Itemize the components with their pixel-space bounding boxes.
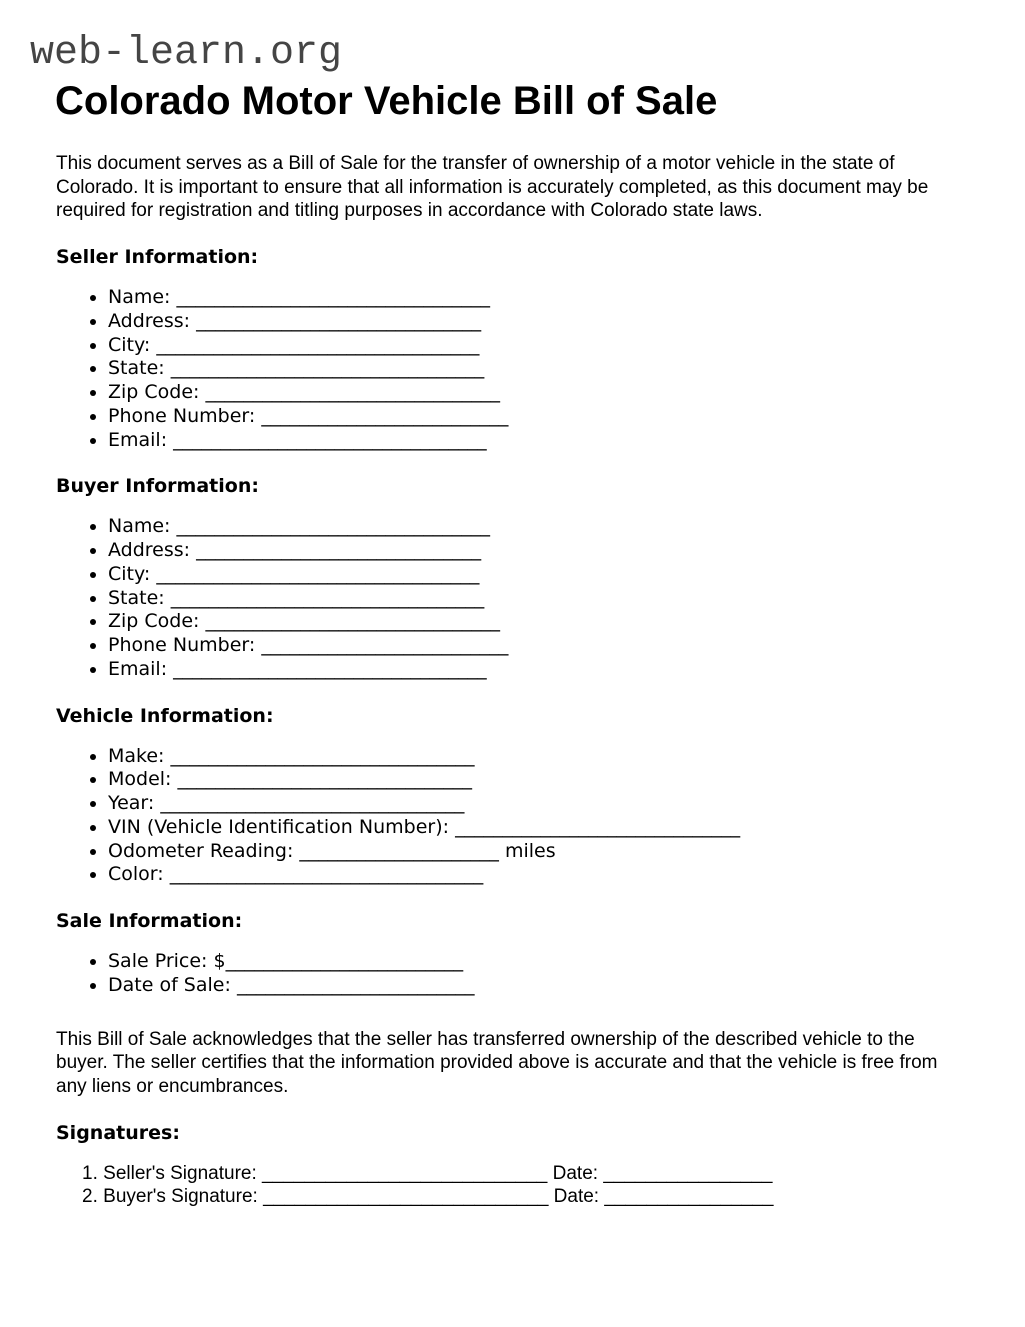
field-row-vehicle-model xyxy=(108,768,1025,792)
field-label: City: xyxy=(108,333,151,356)
field-label: Color: xyxy=(108,863,164,886)
site-logo-text: web-learn.org xyxy=(30,31,343,76)
field-row-buyer-name xyxy=(108,515,1025,539)
page-title: Colorado Motor Vehicle Bill of Sale xyxy=(55,79,718,123)
intro-paragraph: This document serves as a Bill of Sale for the transfer of ownership of a motor vehicle in the state of Colorado. It is important to ensure that all information is accurately completed, as this document may be required for registration and titling purposes in accordance with Colorado state laws. xyxy=(56,153,929,222)
field-blank-line: _________________________ xyxy=(225,950,464,973)
field-label: Make: xyxy=(108,744,165,767)
field-row-vehicle-color xyxy=(108,863,1025,887)
field-row-seller-state xyxy=(108,357,1025,381)
field-label: Address: xyxy=(108,539,191,562)
field-blank-line: ________________________________ xyxy=(170,744,475,767)
field-label: City: xyxy=(108,562,151,585)
signature-list xyxy=(56,1162,1025,1210)
field-label: VIN (Vehicle Identification Number): xyxy=(108,815,450,838)
field-label: Year: xyxy=(108,792,155,815)
field-blank-line: ______________________________ xyxy=(455,815,741,838)
section-heading-seller: Seller Information: xyxy=(56,246,259,269)
signature-number: 2. xyxy=(82,1186,98,1208)
field-row-seller-name xyxy=(108,286,1025,310)
field-row-buyer-city xyxy=(108,563,1025,587)
field-label: Zip Code: xyxy=(108,381,200,404)
field-row-vehicle-odometer xyxy=(108,840,1025,864)
field-blank-line: ______________________________ xyxy=(196,539,482,562)
field-label: Zip Code: xyxy=(108,610,200,633)
field-label: Date of Sale: xyxy=(108,973,231,996)
field-label: Odometer Reading: xyxy=(108,839,294,862)
field-blank-line: __________________________________ xyxy=(156,333,480,356)
field-blank-line: _________________________________ xyxy=(176,286,491,309)
field-blank-line: ______________________________ xyxy=(196,309,482,332)
field-blank-line: _______________________________ xyxy=(177,768,472,791)
field-blank-line: _______________________________ xyxy=(205,381,500,404)
field-row-seller-zip xyxy=(108,381,1025,405)
field-blank-line: ________________________________ xyxy=(160,792,465,815)
field-row-seller-address xyxy=(108,310,1025,334)
field-blank-line: _________________________________ xyxy=(169,863,484,886)
field-row-buyer-zip xyxy=(108,610,1025,634)
signature-label: Seller's Signature: xyxy=(103,1162,257,1184)
field-row-sale-date xyxy=(108,974,1025,998)
field-row-sale-price xyxy=(108,950,1025,974)
field-row-vehicle-make xyxy=(108,745,1025,769)
field-blank-line: _________________________________ xyxy=(170,586,485,609)
field-blank-line: __________________________ xyxy=(261,404,509,427)
signature-blank-line: ___________________________ xyxy=(262,1162,548,1184)
field-row-buyer-state xyxy=(108,587,1025,611)
field-label: Email: xyxy=(108,428,168,451)
signature-label: Buyer's Signature: xyxy=(103,1186,258,1208)
field-label: Name: xyxy=(108,286,171,309)
field-label: State: xyxy=(108,357,165,380)
field-blank-line: _________________________________ xyxy=(176,515,491,538)
field-row-seller-city xyxy=(108,334,1025,358)
field-blank-line: _________________________________ xyxy=(170,357,485,380)
field-blank-line: _________________________________ xyxy=(173,428,487,451)
field-blank-line: __________________________ xyxy=(261,634,509,657)
field-label: Phone Number: xyxy=(108,404,256,427)
date-blank-line: ________________ xyxy=(604,1186,774,1208)
date-blank-line: ________________ xyxy=(603,1162,773,1184)
section-heading-signatures: Signatures: xyxy=(56,1121,180,1144)
field-blank-line: _____________________ xyxy=(299,839,499,862)
vehicle-fields-list xyxy=(56,745,1025,888)
field-label: Address: xyxy=(108,309,191,332)
field-blank-line: __________________________________ xyxy=(156,562,480,585)
buyer-fields-list xyxy=(56,515,1025,681)
field-label: Name: xyxy=(108,515,171,538)
field-row-seller-phone xyxy=(108,405,1025,429)
field-label: Email: xyxy=(108,657,168,680)
field-row-buyer-email xyxy=(108,658,1025,682)
sale-fields-list xyxy=(56,950,1025,998)
signature-number: 1. xyxy=(82,1162,98,1184)
field-label: Phone Number: xyxy=(108,634,256,657)
field-label: State: xyxy=(108,586,165,609)
section-heading-vehicle: Vehicle Information: xyxy=(56,704,274,727)
seller-fields-list xyxy=(56,286,1025,452)
field-blank-line: _______________________________ xyxy=(205,610,500,633)
field-suffix: miles xyxy=(504,839,556,862)
field-row-seller-email xyxy=(108,429,1025,453)
field-label: Sale Price: $ xyxy=(108,950,226,973)
date-label: Date: xyxy=(552,1162,599,1184)
field-blank-line: _________________________________ xyxy=(173,657,487,680)
field-row-vehicle-vin xyxy=(108,816,1025,840)
field-label: Model: xyxy=(108,768,172,791)
field-blank-line: _________________________ xyxy=(236,973,475,996)
signature-blank-line: ___________________________ xyxy=(263,1186,549,1208)
section-heading-sale: Sale Information: xyxy=(56,910,243,933)
signature-row-buyer xyxy=(82,1185,1025,1209)
field-row-buyer-address xyxy=(108,539,1025,563)
field-row-buyer-phone xyxy=(108,634,1025,658)
date-label: Date: xyxy=(553,1186,600,1208)
field-row-vehicle-year xyxy=(108,792,1025,816)
signature-row-seller xyxy=(82,1162,1025,1186)
closing-paragraph: This Bill of Sale acknowledges that the seller has transferred ownership of the described vehicle to the buyer. The seller certifies that the information provided above is accurate and that the vehicle is free from any liens or encumbrances. xyxy=(56,1028,938,1098)
section-heading-buyer: Buyer Information: xyxy=(56,475,259,498)
